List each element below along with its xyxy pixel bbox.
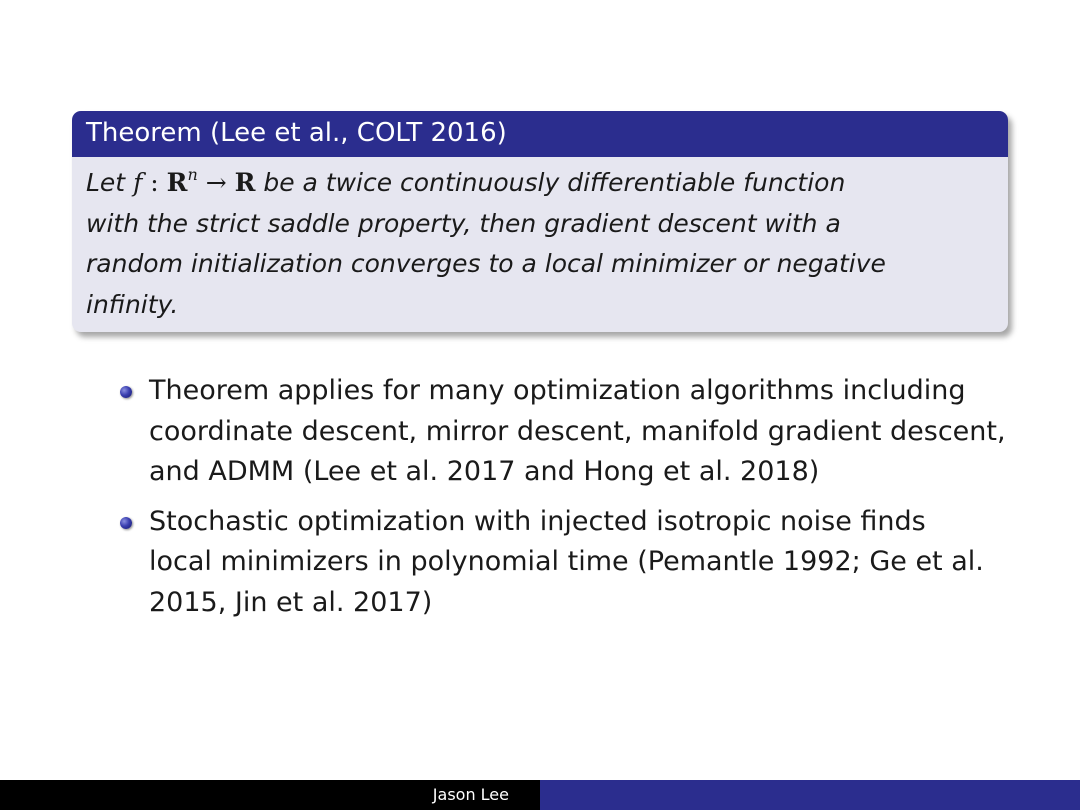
math-exponent: n (187, 165, 198, 184)
bullet-line: 2015, Jin et al. 2017) (149, 586, 433, 618)
theorem-title: Theorem (Lee et al., COLT 2016) (72, 111, 1008, 157)
bullet-icon (120, 386, 132, 398)
theorem-line-1-suffix: be a twice continuously differentiable function (255, 168, 846, 197)
bullet-line: Stochastic optimization with injected isotropic noise finds (149, 505, 926, 537)
math-function-symbol: f (133, 168, 143, 197)
bullet-line: coordinate descent, mirror descent, manifold gradient descent, (149, 415, 1006, 447)
theorem-line-1 (86, 163, 994, 204)
math-codomain-real: R (234, 168, 256, 197)
bullet-item-algorithms (120, 371, 1020, 493)
bullet-line: Theorem applies for many optimization algorithms including (149, 375, 966, 406)
bullet-icon (120, 517, 132, 529)
theorem-line-3: random initialization converges to a local minimizer or negative (86, 249, 886, 278)
bullet-line: and ADMM (Lee et al. 2017 and Hong et al. 2018) (149, 456, 820, 487)
theorem-line-2: with the strict saddle property, then gradient descent with a (86, 208, 841, 238)
footer-accent (540, 780, 1080, 810)
bullet-list (120, 371, 1020, 632)
math-arrow: → (197, 168, 235, 197)
math-colon: : (142, 168, 167, 197)
theorem-block (72, 111, 1008, 332)
theorem-line-1-prefix: Let (86, 168, 134, 197)
footer-bar (0, 780, 1080, 810)
math-domain-real: R (166, 168, 188, 197)
bullet-line: local minimizers in polynomial time (Pemantle 1992; Ge et al. (149, 546, 984, 577)
theorem-statement (72, 157, 1008, 332)
bullet-item-stochastic (120, 502, 1020, 624)
theorem-line-4: infinity. (86, 289, 179, 319)
footer-author: Jason Lee (0, 780, 540, 810)
